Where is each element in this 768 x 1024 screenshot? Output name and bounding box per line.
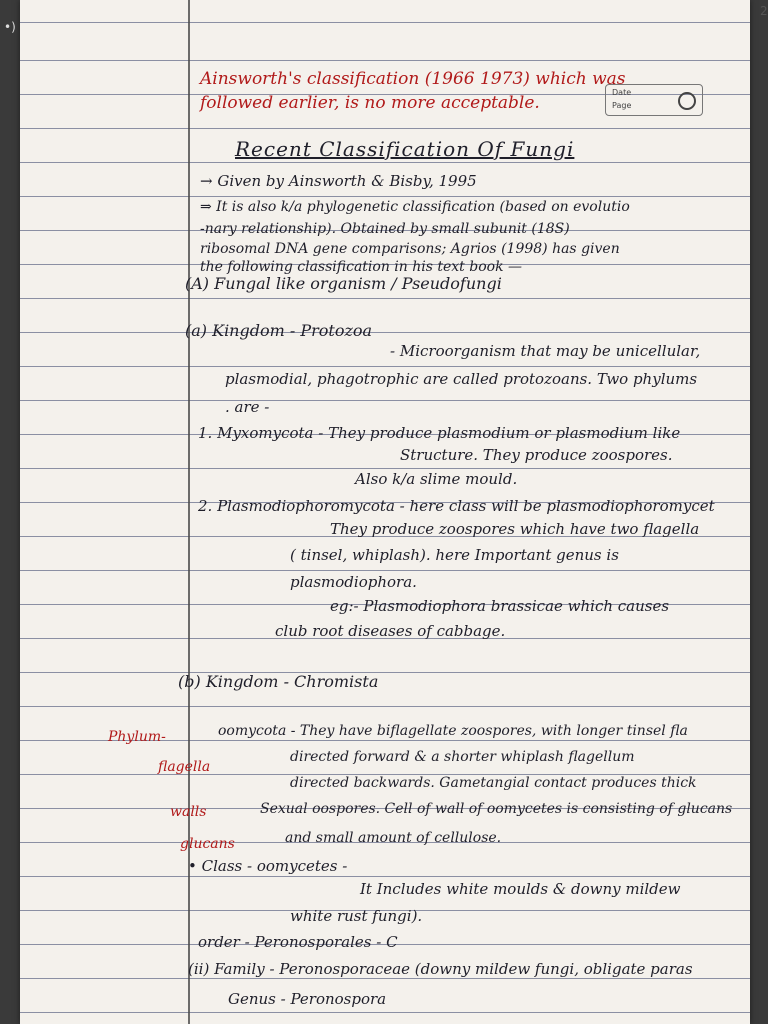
section-a-heading: (A) Fungal like organism / Pseudofungi	[185, 274, 502, 293]
oomycota-line-1: oomycota - They have biflagellate zoospores, with longer tinsel fla	[218, 723, 688, 739]
protozoa-desc-line-3: . are -	[225, 398, 270, 416]
oomycota-line-5: and small amount of cellulose.	[285, 830, 502, 846]
intro-line-2: -nary relationship). Obtained by small subunit (18S)	[200, 221, 570, 237]
myxomycota-line-3: Also k/a slime mould.	[355, 470, 518, 488]
class-desc-line-2: white rust fungi).	[290, 907, 423, 925]
plasmodio-line-1: 2. Plasmodiophoromycota - here class will be plasmodiophoromycet	[198, 497, 715, 515]
oomycota-line-4: Sexual oospores. Cell of wall of oomycetes is consisting of glucans	[260, 801, 733, 817]
intro-line-3: ribosomal DNA gene comparisons; Agrios (1998) has given	[200, 241, 620, 257]
plasmodio-line-3: ( tinsel, whiplash). here Important genus is	[290, 546, 619, 564]
myxomycota-line-1: 1. Myxomycota - They produce plasmodium or plasmodium like	[198, 424, 681, 442]
header-note-line-2: followed earlier, is no more acceptable.	[200, 93, 540, 113]
protozoa-desc-line-1: - Microorganism that may be unicellular,	[390, 342, 701, 360]
page-edge-mark: •)	[4, 20, 16, 34]
oomycota-line-3: directed backwards. Gametangial contact produces thick	[290, 775, 697, 791]
margin-note-walls: walls	[170, 804, 207, 820]
notebook-page	[20, 0, 768, 1024]
given-by-line: → Given by Ainsworth & Bisby, 1995	[200, 172, 477, 190]
kingdom-chromista-heading: (b) Kingdom - Chromista	[178, 672, 379, 691]
plasmodio-line-5: eg:- Plasmodiophora brassicae which causes	[330, 597, 670, 615]
order-line: order - Peronosporales - C	[198, 933, 398, 951]
margin-note-flagella: flagella	[158, 759, 211, 775]
class-line: • Class - oomycetes -	[188, 857, 348, 875]
intro-line-1: ⇒ It is also k/a phylogenetic classification (based on evolutio	[200, 199, 630, 215]
page-label: Page	[612, 101, 632, 110]
class-desc-line-1: It Includes white moulds & downy mildew	[360, 880, 681, 898]
date-label: Date	[612, 88, 632, 97]
kingdom-protozoa-heading: (a) Kingdom - Protozoa	[185, 321, 373, 340]
family-line: (ii) Family - Peronosporaceae (downy mildew fungi, obligate paras	[188, 960, 693, 978]
oomycota-line-2: directed forward & a shorter whiplash flagellum	[290, 749, 635, 765]
genus-line: Genus - Peronospora	[228, 990, 387, 1008]
intro-line-4: the following classification in his text book —	[200, 259, 523, 275]
margin-note-phylum: Phylum-	[108, 729, 166, 745]
ring-icon	[678, 92, 696, 110]
protozoa-desc-line-2: plasmodial, phagotrophic are called protozoans. Two phylums	[225, 370, 698, 388]
margin-note-glucans: glucans	[180, 836, 235, 852]
page-number-mark: 2	[760, 4, 768, 18]
plasmodio-line-6: club root diseases of cabbage.	[275, 622, 506, 640]
plasmodio-line-2: They produce zoospores which have two flagella	[330, 520, 700, 538]
plasmodio-line-4: plasmodiophora.	[290, 573, 417, 591]
page-title: Recent Classification Of Fungi	[235, 137, 575, 161]
header-note-line-1: Ainsworth's classification (1966 1973) which was	[200, 69, 626, 89]
myxomycota-line-2: Structure. They produce zoospores.	[400, 446, 673, 464]
